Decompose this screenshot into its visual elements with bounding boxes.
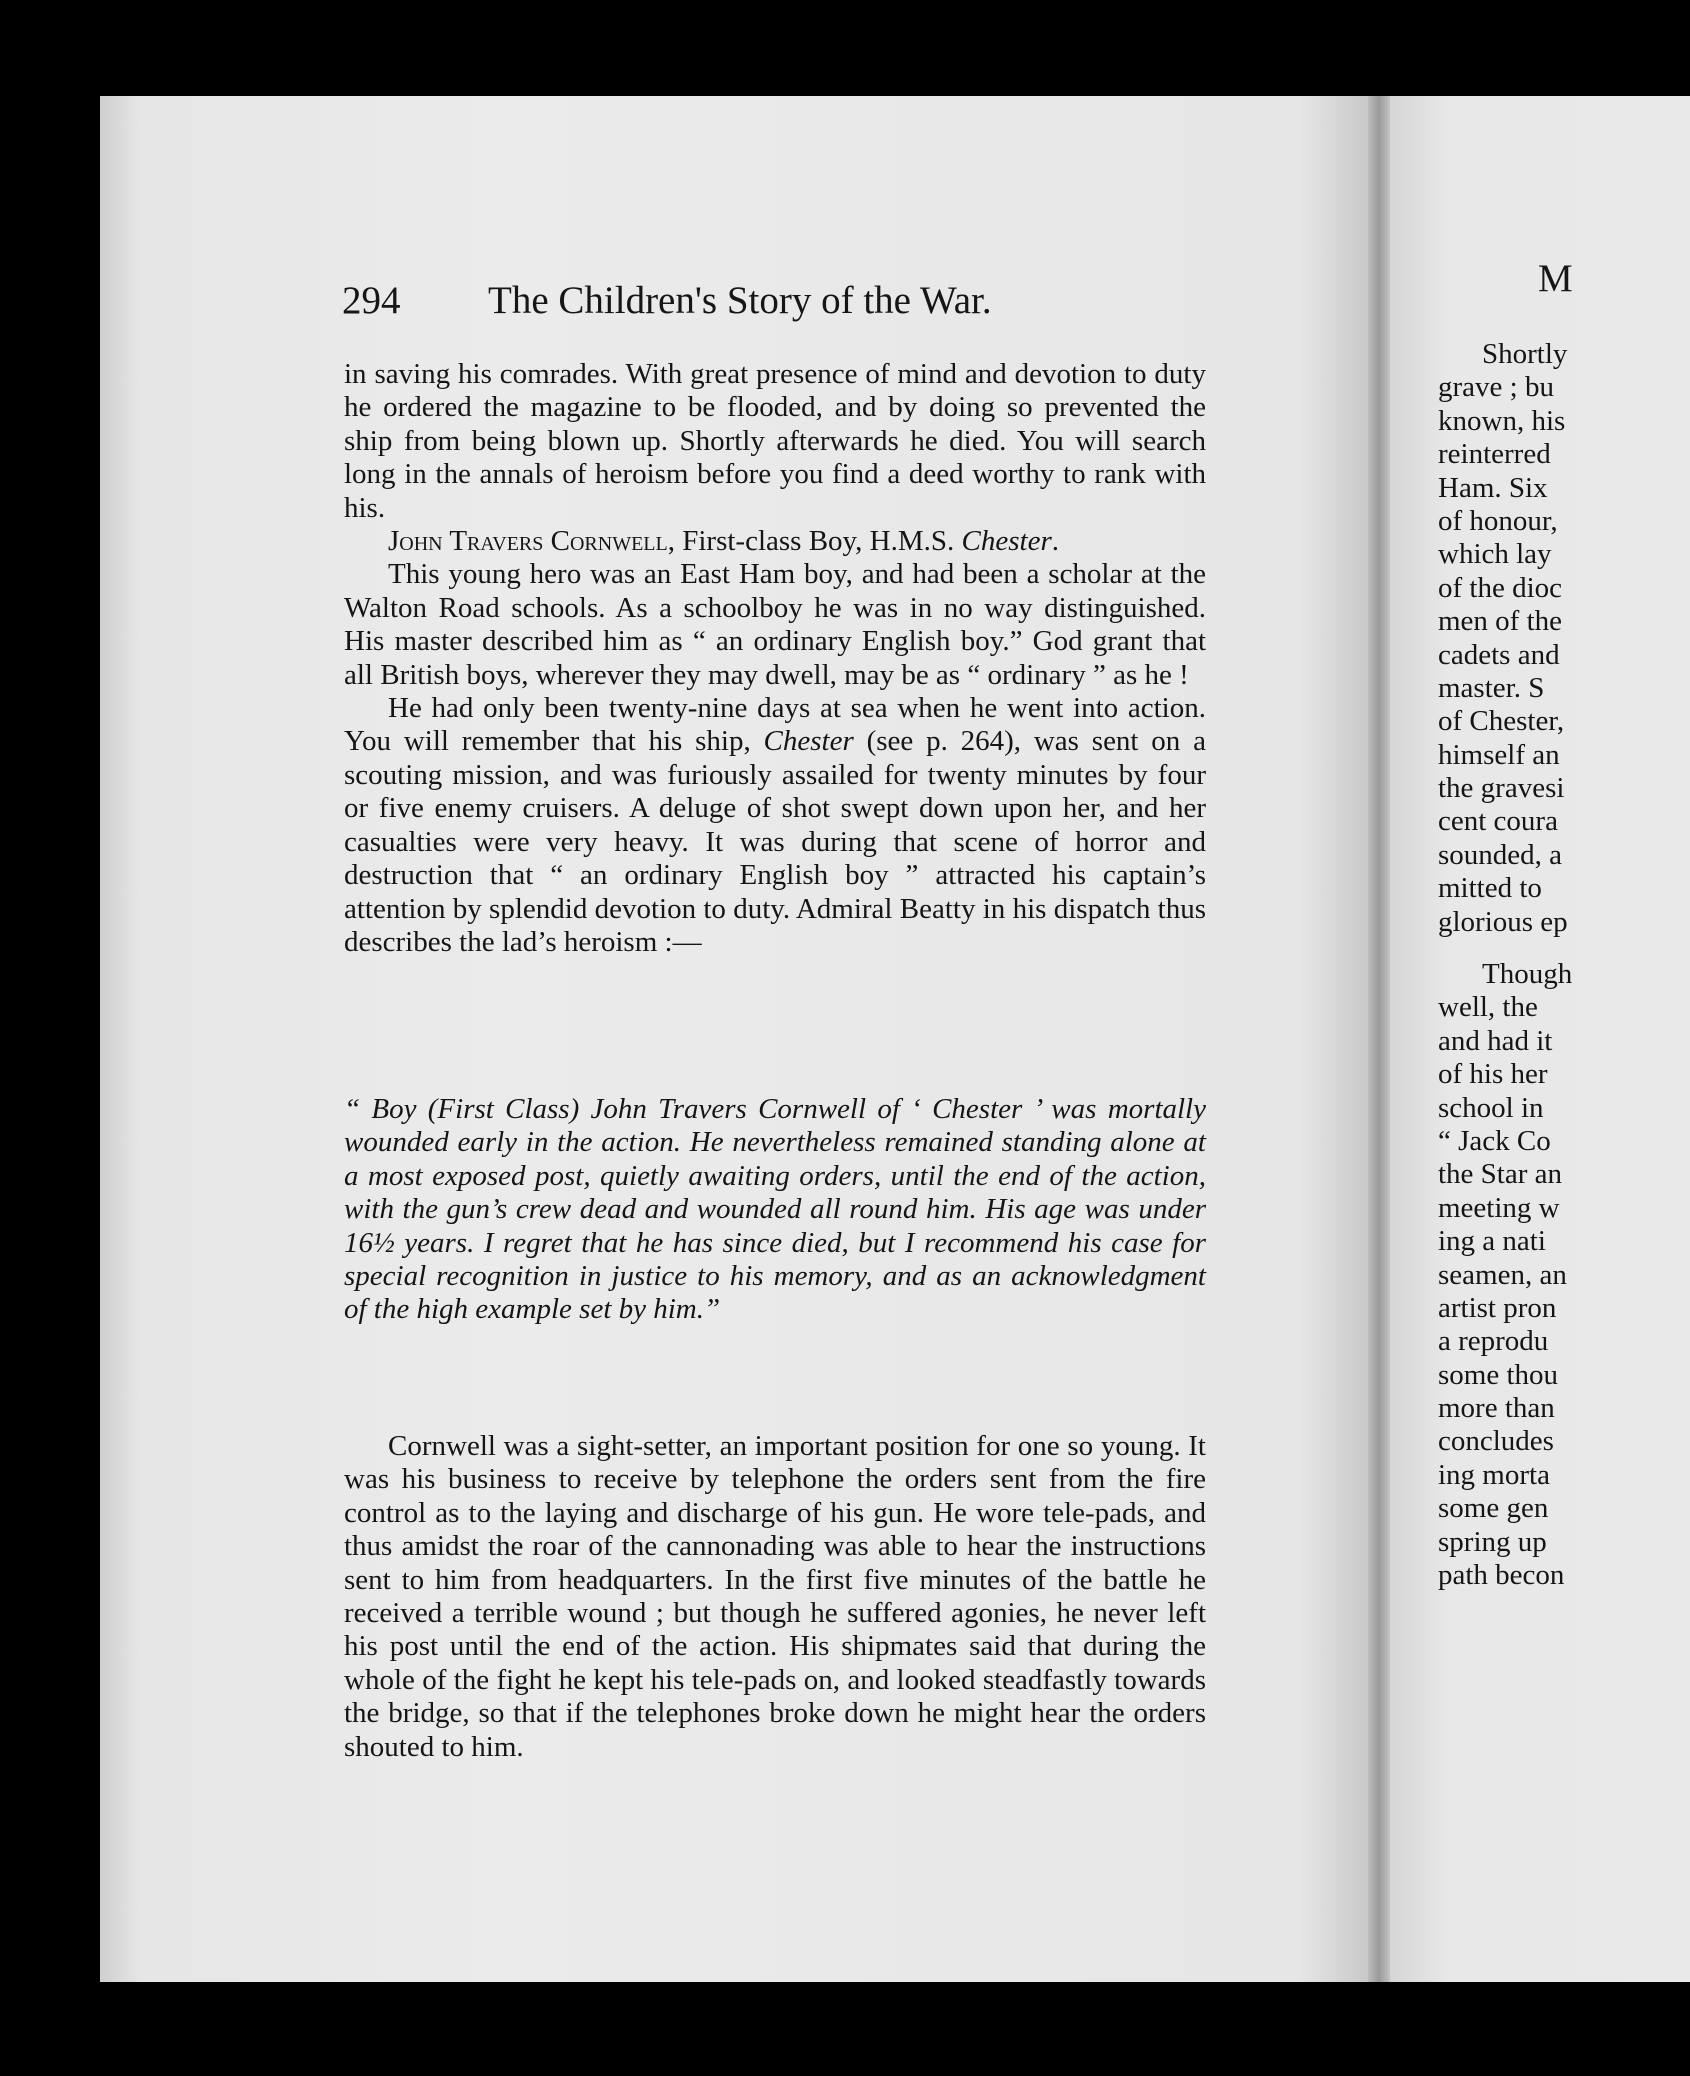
book-gutter [1368,96,1390,1982]
body-text-bottom [344,1430,1206,1764]
cornwell-name: John Travers Cornwell [388,525,668,558]
right-page-line: which lay [1438,538,1552,571]
action-text-a: He had only been twenty-nine days at sea when he went into action. You will remember that his ship, [344,692,1206,758]
right-page-line: cent coura [1438,805,1558,838]
cornwell-rank: , First-class Boy, H.M.S. [667,525,962,558]
paragraph-sight-setter: Cornwell was a sight-setter, an important position for one so young. It was his business to receive by telephone the orders sent from the fire control as to the laying and discharge of his gun. He wore tele-pads, and thus amidst the roar of the cannonading was able to hear the instructions sent to him from headquarters. In the first five minutes of the battle he received a terrible wound ; but though he suffered agonies, he never left his post until the end of the action. His shipmates said that during the whole of the fight he kept his tele-pads on, and looked steadfastly towards the bridge, so that if the telephones broke down he might hear the orders shouted to him. [344,1430,1206,1763]
right-page-line: of honour, [1438,504,1558,537]
right-page-line: school in [1438,1091,1544,1124]
right-page-line: glorious ep [1438,905,1568,938]
page-header [342,278,1342,323]
dispatch-quote: “ Boy (First Class) John Travers Cornwell of ‘ Chester ’ was mortally wounded early in the action. He nevertheless remained standing alone at a most exposed post, quietly awaiting orders, until the end of the action, with the gun’s crew dead and wounded all round him. His age was under 16½ years. I regret that he has since died, but I recommend his case for special recognition in justice to his memory, and as an acknowledgment of the high example set by him.” [344,1093,1206,1326]
right-page-line: concludes [1438,1425,1554,1458]
right-page-line: ing morta [1438,1458,1550,1491]
right-page-line: more than [1438,1392,1555,1425]
right-page-line: cadets and [1438,638,1560,671]
right-page-line: a reprodu [1438,1325,1549,1358]
right-page-header: M [1538,257,1573,300]
page-number: 294 [342,279,401,322]
paragraph-into-action [344,692,1206,959]
right-page-line: of his her [1438,1058,1548,1091]
right-page-line: men of the [1438,605,1563,638]
right-page-line: mitted to [1438,872,1542,905]
right-page-line: some thou [1438,1358,1559,1391]
right-page [1390,96,1690,1982]
right-text-block-2 [1438,958,1690,1592]
right-page-line: some gen [1438,1492,1549,1525]
right-page-line: seamen, an [1438,1258,1567,1291]
right-page-line: “ Jack Co [1438,1124,1551,1157]
right-page-line: ing a nati [1438,1225,1546,1258]
paragraph-heading-cornwell [344,525,1206,558]
right-page-line: master. S [1438,671,1545,704]
scanned-book-spread [100,96,1690,1982]
right-page-line: the gravesi [1438,772,1565,805]
right-page-line: Ham. Six [1438,471,1548,504]
right-page-line: Though [1482,958,1573,990]
action-ship-name: Chester [763,725,854,758]
running-title: The Children's Story of the War. [488,279,992,322]
paragraph-east-ham: This young hero was an East Ham boy, and had been a scholar at the Walton Road schools. As a schoolboy he was in no way distinguished. His master described him as “ an ordinary English boy.” God grant that all British boys, wherever they may dwell, may be as “ ordinary ” as he ! [344,558,1206,691]
body-text-top [344,358,1206,959]
right-page-line: of Chester, [1438,705,1565,738]
right-page-line: himself an [1438,738,1560,771]
action-text-b: (see p. 264), was sent on a scouting mission, and was furiously assailed for twenty minutes by four or five enemy cruisers. A deluge of shot swept down upon her, and her casualties were very heavy. It was during that scene of horror and destruction that “ an ordinary English boy ” attracted his captain’s attention by splendid devotion to duty. Admiral Beatty in his dispatch thus describes the lad’s heroism :— [344,725,1207,958]
paragraph-continuation: in saving his comrades. With great presence of mind and devotion to duty he ordered the magazine to be flooded, and by doing so prevented the ship from being blown up. Shortly afterwards he died. You will search long in the annals of heroism before you find a deed worthy to rank with his. [344,358,1206,524]
right-page-line: meeting w [1438,1191,1560,1224]
right-page-line: sounded, a [1438,838,1563,871]
right-page-line: well, the [1438,991,1538,1024]
right-text-block-1 [1438,338,1690,939]
heading-period: . [1051,525,1059,558]
right-page-line: the Star an [1438,1158,1563,1191]
dispatch-quote-block [344,1093,1206,1327]
right-page-line: Shortly [1482,338,1568,370]
ship-name: Chester [961,525,1052,558]
right-page-line: artist pron [1438,1291,1557,1324]
right-page-line: reinterred [1438,438,1551,471]
right-page-line: known, his [1438,404,1566,437]
right-page-line: of the dioc [1438,571,1563,604]
right-page-line: spring up [1438,1525,1547,1558]
right-page-line: path becon [1438,1559,1565,1592]
right-page-line: and had it [1438,1024,1553,1057]
left-page [100,96,1368,1982]
right-page-line: grave ; bu [1438,371,1554,404]
